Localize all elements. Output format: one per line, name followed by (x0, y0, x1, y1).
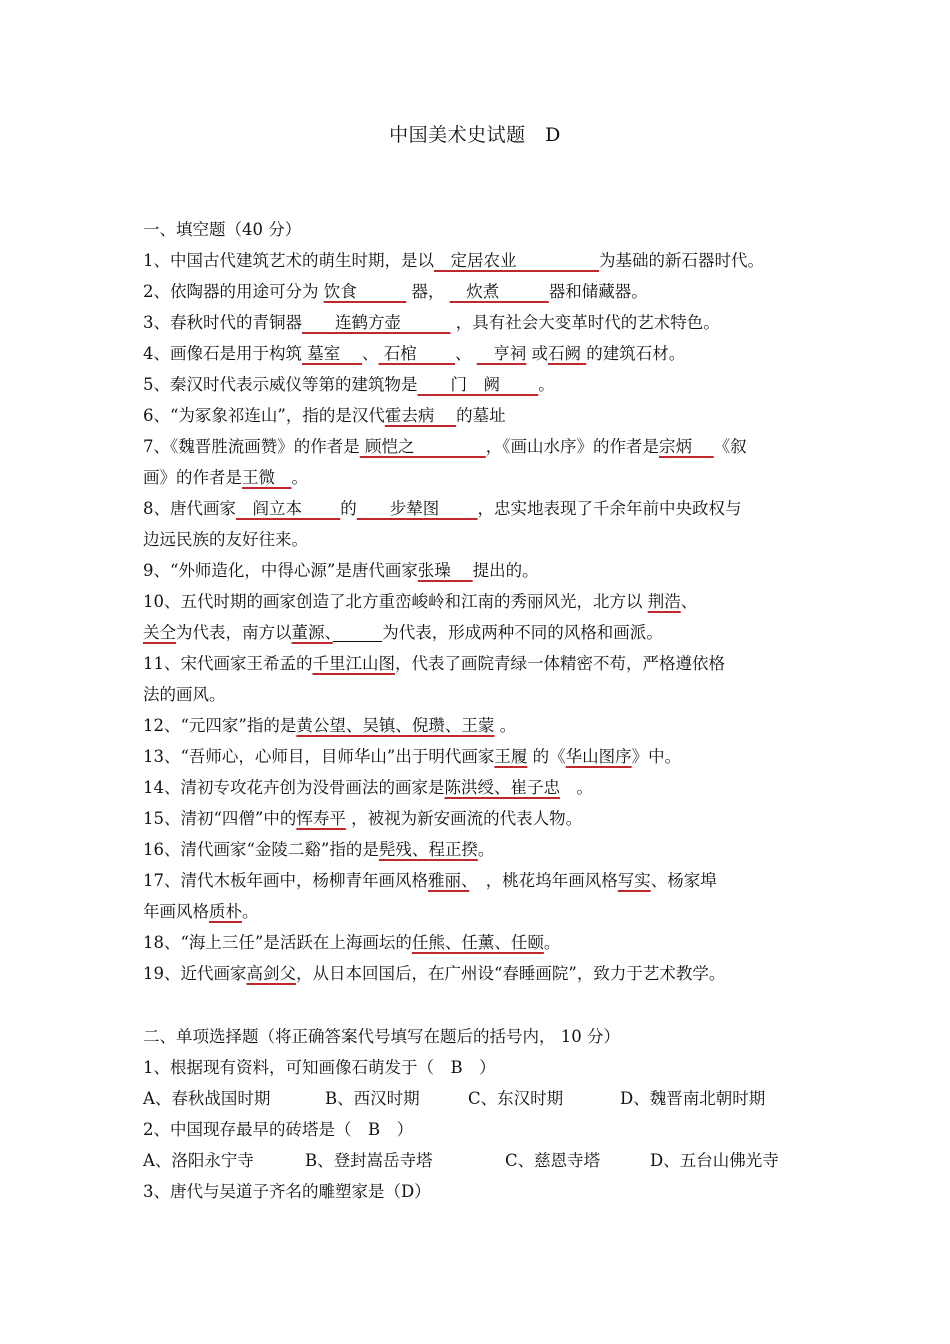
question-text: 。 (560, 778, 593, 797)
question-text: 16、清代画家“金陵二谿”指的是 (143, 840, 379, 859)
choice-options (143, 1089, 813, 1109)
answer: 陈洪绶、崔子忠 (444, 778, 560, 797)
question-text: 、杨家埠 (650, 871, 717, 890)
question-text: 4、画像石是用于构筑 (143, 344, 302, 363)
answer: 质朴 (209, 902, 242, 921)
question-text: 画》的作者是 (143, 468, 242, 487)
answer: 董源、 (291, 623, 333, 642)
question-3 (143, 313, 813, 333)
answer: 霍去病 (384, 406, 457, 425)
question-14 (143, 778, 813, 798)
question-text: 。 (494, 716, 517, 735)
question-text: 》中。 (631, 747, 682, 766)
option-d: D、魏晋南北朝时期 (620, 1089, 766, 1108)
question-text: 。 (538, 375, 555, 394)
option-b: B、西汉时期 (325, 1089, 420, 1108)
answer: 石阙 (548, 344, 587, 363)
question-8-cont: 边远民族的友好往来。 (143, 530, 308, 549)
question-10 (143, 592, 813, 612)
question-text: ，代表了画院青绿一体精密不苟，严格遵依格 (395, 654, 725, 673)
option-b: B、登封嵩岳寺塔 (305, 1151, 433, 1170)
answer: 写实 (617, 871, 651, 890)
question-7 (143, 437, 813, 457)
answer: 门 阙 (417, 375, 539, 394)
question-text: 19、近代画家 (143, 964, 247, 983)
answer: 荆浩 (647, 592, 681, 611)
question-text: 5、秦汉时代表示威仪等第的建筑物是 (143, 375, 418, 394)
answer: 步辇图 (356, 499, 478, 518)
question-text: 。 (242, 902, 259, 921)
question-8 (143, 499, 813, 519)
question-text: ，桃花坞年画风格 (469, 871, 618, 890)
choice-options (143, 1151, 813, 1171)
question-text: 2、依陶器的用途可分为 (143, 282, 324, 301)
answer: 亨祠 (476, 344, 527, 363)
question-text: 18、“海上三任”是活跃在上海画坛的 (143, 933, 412, 952)
answer: 顾恺之 (359, 437, 486, 456)
question-2 (143, 282, 813, 302)
answer: 饮食 (323, 282, 407, 301)
answer: 宗炳 (659, 437, 714, 456)
answer: 关仝 (143, 623, 176, 642)
question-text: 1、中国古代建筑艺术的萌生时期，是以 (143, 251, 434, 270)
answer: 高剑父 (246, 964, 296, 983)
question-text: 为代表，形成两种不同的风格和画派。 (382, 623, 663, 642)
question-17-cont (143, 902, 813, 922)
answer: 炊煮 (449, 282, 549, 301)
page-title: 中国美术史试题 D (389, 124, 561, 146)
section-heading: 一、填空题（40 分） (143, 220, 302, 239)
question-text: ，被视为新安画流的代表人物。 (345, 809, 583, 828)
question-text: 17、清代木板年画中，杨柳青年画风格 (143, 871, 428, 890)
answer: 王履 (494, 747, 528, 766)
question-text: 7、《魏晋胜流画赞》的作者是 (143, 437, 360, 456)
option-a: A、春秋战国时期 (143, 1089, 271, 1108)
question-text: 12、“元四家”指的是 (143, 716, 297, 735)
question-text: 8、唐代画家 (143, 499, 236, 518)
question-7-cont (143, 468, 813, 488)
question-text: 年画风格 (143, 902, 209, 921)
choice-question-stem: 2、中国现存最早的砖塔是（ B ） (143, 1120, 414, 1139)
option-c: C、慈恩寺塔 (505, 1151, 601, 1170)
question-text: 或 (526, 344, 548, 363)
answer: 连鹤方壶 (302, 313, 451, 332)
option-c: C、东汉时期 (468, 1089, 564, 1108)
option-d: D、五台山佛光寺 (650, 1151, 779, 1170)
question-text: 器， (406, 282, 450, 301)
question-text: 的 (340, 499, 357, 518)
section-heading: 二、单项选择题（将正确答案代号填写在题后的括号内， 10 分） (143, 1027, 620, 1046)
question-text: 6、“为冢象祁连山”，指的是汉代 (143, 406, 385, 425)
question-9 (143, 561, 813, 581)
answer: 张璪 (417, 561, 473, 580)
question-text: ，忠实地表现了千余年前中央政权与 (477, 499, 742, 518)
question-text: 。 (477, 840, 495, 859)
question-1 (143, 251, 813, 271)
question-text: 的建筑石材。 (586, 344, 686, 363)
question-18 (143, 933, 813, 953)
question-text: 、 (455, 344, 477, 363)
answer: 千里江山图 (312, 654, 395, 673)
question-text: ，从日本回国后，在广州设“春睡画院”，致力于艺术教学。 (296, 964, 726, 983)
question-text: 9、“外师造化，中得心源”是唐代画家 (143, 561, 418, 580)
question-17 (143, 871, 813, 891)
question-text: 为基础的新石器时代。 (599, 251, 764, 270)
option-a: A、洛阳永宁寺 (143, 1151, 254, 1170)
answer: 墓室 (302, 344, 362, 363)
choice-question-stem: 3、唐代与吴道子齐名的雕塑家是（D） (143, 1182, 431, 1201)
question-text: 提出的。 (472, 561, 539, 580)
answer: 恽寿平 (296, 809, 346, 828)
answer: 石棺 (378, 344, 455, 363)
question-text: 10、五代时期的画家创造了北方重峦峻岭和江南的秀丽风光，北方以 (143, 592, 648, 611)
question-text: 15、清初“四僧”中的 (143, 809, 297, 828)
answer: 髡残、程正揆 (378, 840, 478, 859)
question-text: 《叙 (713, 437, 747, 456)
question-text: 3、春秋时代的青铜器 (143, 313, 302, 332)
question-text: 14、清初专攻花卉创为没骨画法的画家是 (143, 778, 445, 797)
question-15 (143, 809, 813, 829)
question-text: 、 (362, 344, 379, 363)
question-12 (143, 716, 813, 736)
answer: 黄公望、吴镇、倪瓒、王蒙 (296, 716, 495, 735)
question-4 (143, 344, 813, 364)
question-text: ，具有社会大变革时代的艺术特色。 (450, 313, 720, 332)
question-6 (143, 406, 813, 426)
question-19 (143, 964, 813, 984)
question-text: 为代表，南方以 (176, 623, 292, 642)
answer: 任熊、任薰、任颐 (411, 933, 544, 952)
answer: 阎立本 (236, 499, 341, 518)
question-text: 的墓址 (456, 406, 506, 425)
question-text: 的《 (527, 747, 566, 766)
question-10-cont (143, 623, 813, 643)
answer: 王微 (242, 468, 292, 487)
answer: 定居农业 (434, 251, 599, 270)
choice-question-stem: 1、根据现有资料，可知画像石萌发于（ B ） (143, 1058, 496, 1077)
answer: 雅丽、 (428, 871, 470, 890)
question-text: 11、宋代画家王希孟的 (143, 654, 313, 673)
question-text: ，《画山水序》的作者是 (485, 437, 659, 456)
question-11 (143, 654, 813, 674)
question-text: 13、“吾师心，心师目，目师华山”出于明代画家 (143, 747, 495, 766)
question-13 (143, 747, 813, 767)
question-5 (143, 375, 813, 395)
question-16 (143, 840, 813, 860)
question-text: 、 (680, 592, 698, 611)
question-11-cont: 法的画风。 (143, 685, 226, 704)
question-text: 。 (291, 468, 308, 487)
answer: 华山图序 (565, 747, 632, 766)
answer-blank (333, 623, 383, 642)
question-text: 。 (543, 933, 561, 952)
question-text: 器和储藏器。 (548, 282, 648, 301)
